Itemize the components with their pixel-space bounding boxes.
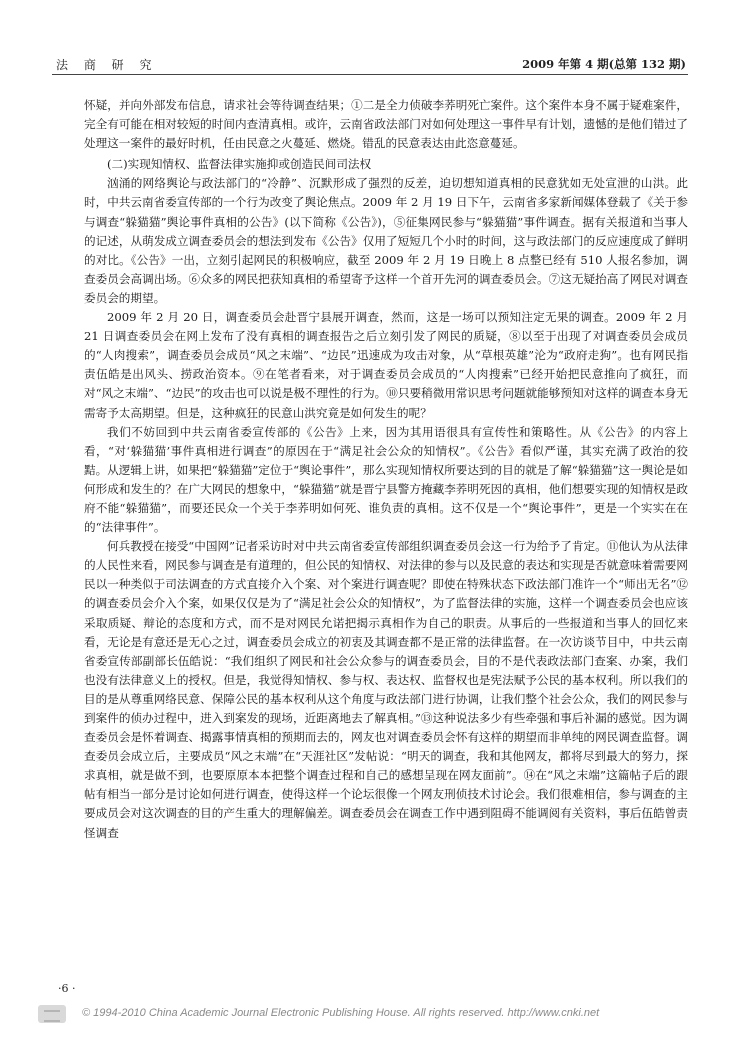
page-number: ·6 · [58,982,76,995]
journal-name: 法 商 研 究 [56,58,158,72]
running-header [52,48,688,75]
paragraph: 我们不妨回到中共云南省委宣传部的《公告》上来，因为其用语很具有宣传性和策略性。从《公告》的内容上看，“对‘躲猫猫’事件真相进行调查”的原因在于“满足社会公众的知情权”。《公告》看似严谨，其实充满了政治的狡黠。从逻辑上讲，如果把“躲猫猫”定位于“舆论事件”，那么实现知情权所要达到的目的就是了解“躲猫猫”这一舆论是如何形成和发生的？在广大网民的想象中，“躲猫猫”就是晋宁县警方掩藏李荞明死因的真相，他们想要实现的知情权是政府不能“躲猫猫”，而要还民众一个关于李荞明如何死、谁负责的真相。这不仅是一个“舆论事件”，更是一个实实在在的“法律事件”。 [84,424,688,535]
paragraph: 何兵教授在接受“中国网”记者采访时对中共云南省委宣传部组织调查委员会这一行为给予了肯定。⑪他认为从法律的人民性来看，网民参与调查是有道理的，但公民的知情权、对法律的参与以及民意的表达和实现是否就意味着需要网民以一种类似于司法调查的方式直接介入个案、对个案进行调查呢？即使在特殊状态下政法部门准许一个“师出无名”⑫的调查委员会介入个案，如果仅仅是为了“满足社会公众的知情权”，为了监督法律的实施，这样一个调查委员会也应该采取质疑、辩论的态度和方式，而不是对网民允诺把揭示真相作为自己的职责。从事后的一些报道和当事人的回忆来看，无论是有意还是无心之过，调查委员会成立的初衷及其调查都不是正常的法律监督。在一次访谈节目中，中共云南省委宣传部副部长伍皓说：“我们组织了网民和社会公众参与的调查委员会，目的不是代表政法部门查案、办案，我们也没有法律意义上的授权。但是，我觉得知情权、参与权、表达权、监督权也是宪法赋予公民的基本权利。所以我们的目的是从尊重网络民意、保障公民的基本权利从这个角度与政法部门进行协调，让我们整个社会公众，我们的网民参与到案件的侦办过程中，进入到案发的现场，近距离地去了解真相。”⑬这种说法多少有些牵强和事后补漏的感觉。因为调查委员会是怀着调查、揭露事情真相的预期而去的，网友也对调查委员会怀有这样的期望而非单纯的网民调查监督。调查委员会成立后，主要成员“风之末端”在“天涯社区”发帖说：“明天的调查，我和其他网友，都将尽到最大的努力，探求真相，就是做不到，也要原原本本把整个调查过程和自己的感想呈现在网友面前”。⑭在“风之末端”这篇帖子后的跟帖有相当一部分是讨论如何进行调查，使得这样一个论坛很像一个网友刑侦技术讨论会。我们很难相信，参与调查的主要成员会对这次调查的目的产生重大的理解偏差。调查委员会在调查工作中遇到阻碍不能调阅有关资料，事后伍皓曾责怪调查 [84,539,688,840]
copyright-footer [38,1004,698,1026]
cnki-logo-icon [38,1005,66,1023]
issue-info: 2009 年第 4 期(总第 132 期) [522,57,686,71]
article-body [84,96,688,843]
paragraph: 汹涌的网络舆论与政法部门的“冷静”、沉默形成了强烈的反差，迫切想知道真相的民意犹如无处宣泄的山洪。此时，中共云南省委宣传部的一个行为改变了舆论焦点。2009 年 2 月 19 日下午，云南省多家新闻媒体登载了《关于参与调查“躲猫猫”舆论事件真相的公告》(以下简称《公告》)，⑤征集网民参与“躲猫猫”事件调查。据有关报道和当事人的记述，从萌发成立调查委员会的想法到发布《公告》仅用了短短几个小时的时间，这与政法部门的反应速度成了鲜明的对比。《公告》一出，立刻引起网民的积极响应，截至 2009 年 2 月 19 日晚上 8 点整已经有 510 人报名参加，调查委员会高调出场。⑥众多的网民把获知真相的希望寄予这样一个首开先河的调查委员会。⑦这无疑抬高了网民对调查委员会的期望。 [84,176,688,305]
paragraph: 2009 年 2 月 20 日，调查委员会赴晋宁县展开调查，然而，这是一场可以预知注定无果的调查。2009 年 2 月 21 日调查委员会在网上发布了没有真相的调查报告之后立刻引发了网民的质疑，⑧以至于出现了对调查委员会成员的“人肉搜索”，调查委员会成员“风之末端”、“边民”迅速成为攻击对象，从“草根英雄”沦为“政府走狗”。也有网民指责伍皓是出风头、捞政治资本。⑨在笔者看来，对于调查委员会成员的“人肉搜索”已经开始把民意推向了疯狂，而对“风之末端”、“边民”的攻击也可以说是极不理性的行为。⑩只要稍微用常识思考问题就能够预知对这样的调查本身无需寄予太高期望。但是，这种疯狂的民意山洪究竟是如何发生的呢？ [84,310,688,420]
section-heading: (二)实现知情权、监督法律实施抑或创造民间司法权 [107,157,372,172]
paragraph-continued: 怀疑，并向外部发布信息，请求社会等待调查结果；①二是全力侦破李荞明死亡案件。这个案件本身不属于疑难案件，完全有可能在相对较短的时间内查清真相。或许，云南省政法部门对如何处理这一事件早有计划，遗憾的是他们错过了处理这一案件的最好时机，任由民意之火蔓延、燃烧。错乱的民意表达由此恣意蔓延。 [84,98,688,151]
copyright-text: © 1994-2010 China Academic Journal Electronic Publishing House. All rights reserved. http://www.cnki.net [82,1007,600,1019]
